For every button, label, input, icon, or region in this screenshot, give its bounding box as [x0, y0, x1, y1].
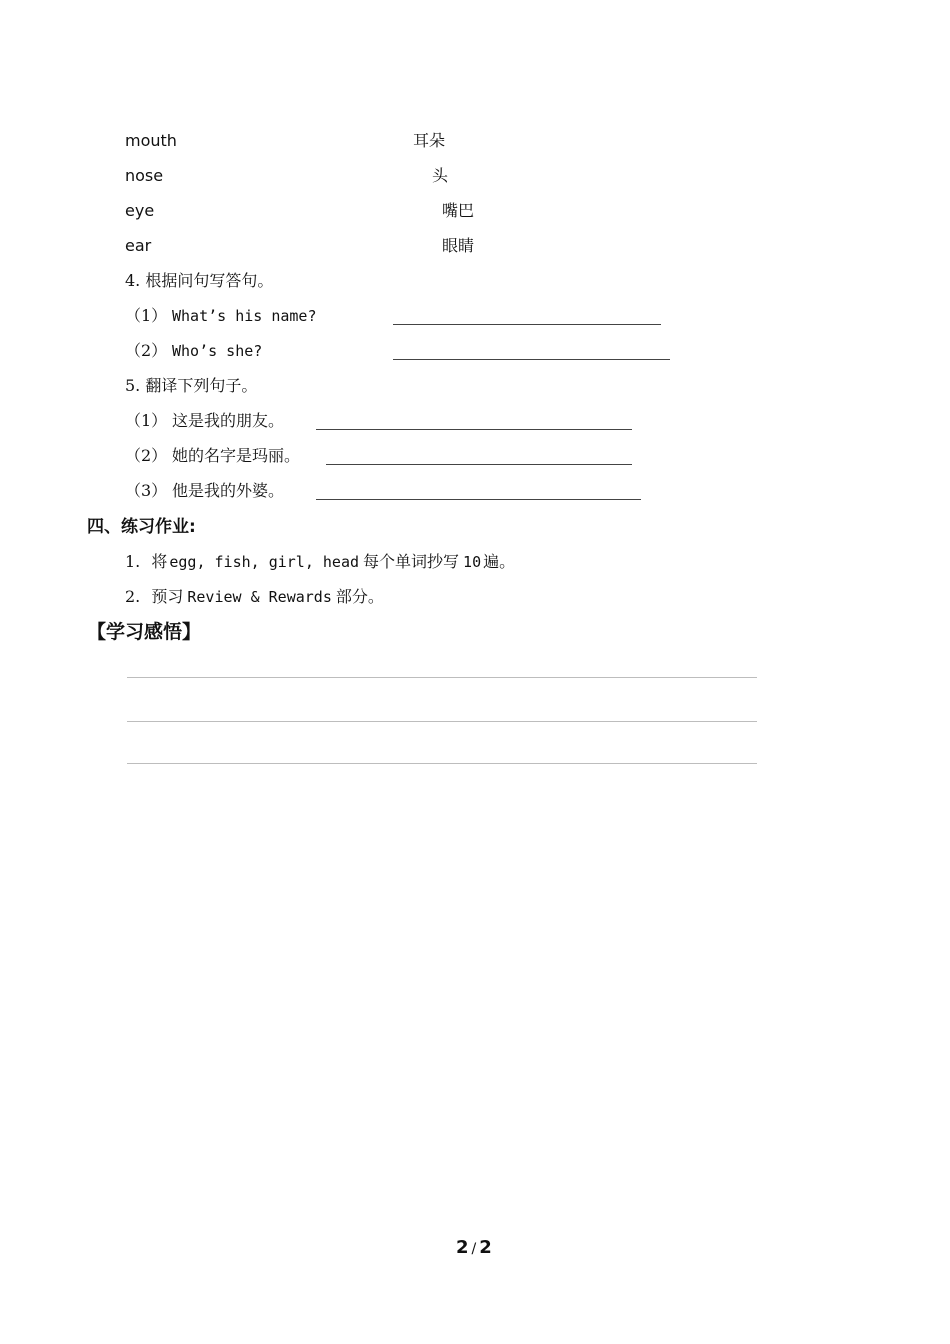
q5-item-1-answer-blank[interactable]: [316, 429, 632, 430]
reflection-line-1[interactable]: [127, 677, 757, 678]
match-word-eye: eye: [125, 201, 155, 220]
question-4-title: 4. 根据问句写答句。: [125, 271, 274, 290]
homework-section-title: 四、练习作业:: [87, 517, 196, 537]
reflection-line-2[interactable]: [127, 721, 757, 722]
reflection-title: 【学习感悟】: [87, 621, 202, 643]
q5-item-1-num: （1）: [125, 411, 168, 430]
q4-item-2-answer-blank[interactable]: [393, 359, 670, 360]
q4-item-2-num: （2）: [125, 341, 168, 360]
q4-item-1-question: What’s his name?: [172, 307, 317, 325]
homework-item-1-end: 遍。: [483, 552, 516, 571]
q5-item-2-num: （2）: [125, 446, 168, 465]
match-word-nose: nose: [125, 166, 164, 185]
q5-item-3-sentence: 他是我的外婆。: [172, 481, 285, 500]
homework-item-1-count: 10: [463, 553, 482, 571]
match-word-mouth: mouth: [125, 131, 177, 150]
homework-item-2-words: Review & Rewards: [187, 588, 332, 606]
q4-item-2-question: Who’s she?: [172, 342, 263, 360]
q5-item-3-num: （3）: [125, 481, 168, 500]
page-number-total: 2: [479, 1237, 492, 1258]
question-5-title: 5. 翻译下列句子。: [125, 376, 258, 395]
q5-item-1-sentence: 这是我的朋友。: [172, 411, 285, 430]
homework-item-2-suffix: 部分。: [335, 587, 384, 606]
page-number-separator: /: [471, 1241, 477, 1257]
q5-item-2-answer-blank[interactable]: [326, 464, 632, 465]
match-cn-head: 头: [432, 166, 449, 185]
q5-item-2-sentence: 她的名字是玛丽。: [172, 446, 301, 465]
homework-item-1-prefix: 将: [151, 552, 168, 571]
homework-item-2-prefix: 预习: [151, 587, 184, 606]
q4-item-1-num: （1）: [125, 306, 168, 325]
match-word-ear: ear: [125, 236, 152, 255]
page-number: [456, 1237, 492, 1260]
match-cn-eye: 眼睛: [442, 236, 475, 255]
q5-item-3-answer-blank[interactable]: [316, 499, 641, 500]
reflection-line-3[interactable]: [127, 763, 757, 764]
page-number-current: 2: [456, 1237, 469, 1258]
q4-item-1-answer-blank[interactable]: [393, 324, 661, 325]
homework-item-1-suffix: 每个单词抄写: [363, 552, 460, 571]
homework-item-1-words: egg, fish, girl, head: [169, 553, 360, 571]
homework-item-2: [125, 587, 384, 607]
homework-item-1-num: 1.: [125, 552, 141, 571]
homework-item-1: [125, 552, 515, 572]
homework-item-2-num: 2.: [125, 587, 141, 606]
match-cn-mouth: 嘴巴: [442, 201, 475, 220]
match-cn-ear: 耳朵: [413, 131, 446, 150]
